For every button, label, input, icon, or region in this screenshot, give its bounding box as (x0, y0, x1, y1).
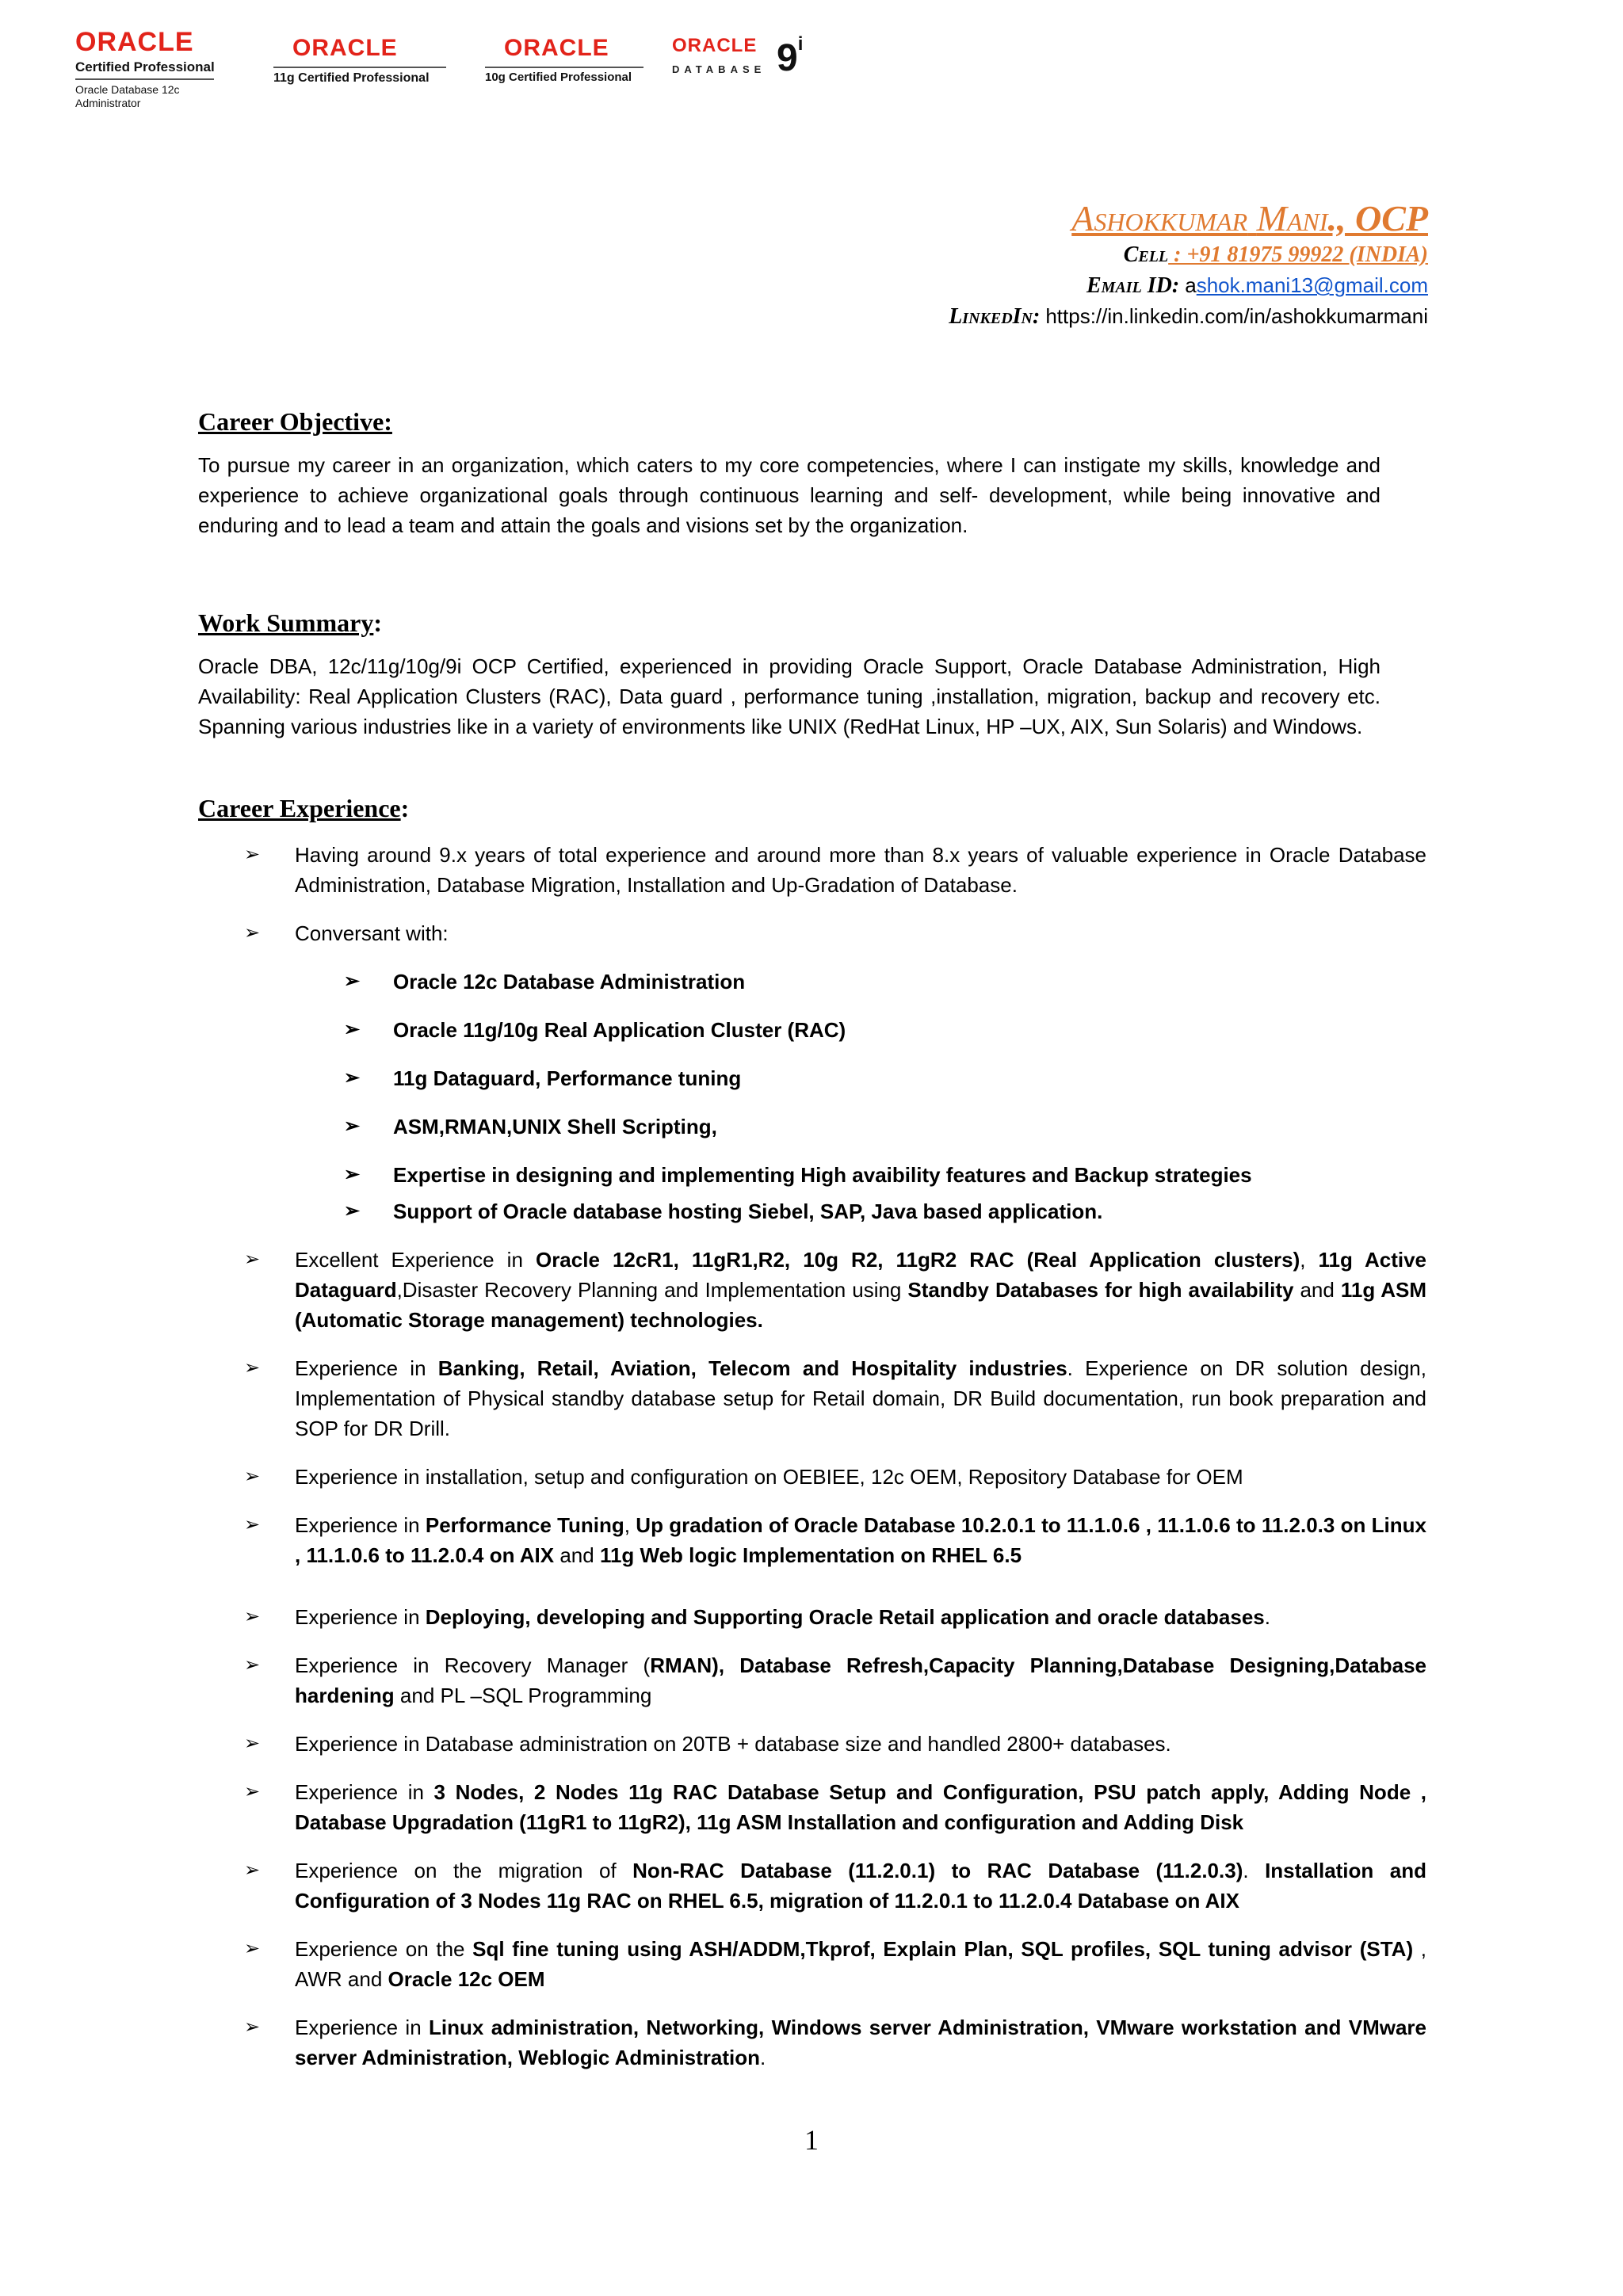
item-text-bold: Up gradation of Oracle Database 10.2.0.1 to 11.1.0.6 , 11.1.0.6 to 11.2.0.3 on Linux , 11.1.0.6 to 11.2.0.4 on AIX (295, 1513, 1426, 1567)
item-text: Experience in (295, 1780, 434, 1804)
item-text: Experience in installation, setup and configuration on OEBIEE, 12c OEM, Repository Database for OEM (295, 1465, 1243, 1489)
logo-brand: ORACLE (75, 27, 194, 57)
item-text: Having around 9.x years of total experience and around more than 8.x years of valuable experience in Oracle Database Administration, Database Migration, Installation and Up-Gradation of Database. (295, 843, 1426, 897)
linkedin-url[interactable]: https://in.linkedin.com/in/ashokkumarmani (1045, 304, 1428, 329)
arrow-bullet-icon: ➢ (244, 1514, 261, 1535)
career-objective-title: Career Objective: (198, 407, 392, 436)
list-item (198, 1729, 1426, 1759)
logo-line: Certified Professional (75, 59, 215, 74)
item-text: ,Disaster Recovery Planning and Implementation using (396, 1278, 908, 1302)
logo-brand: ORACLE (504, 35, 609, 61)
item-text: Oracle 11g/10g Real Application Cluster (RAC) (393, 1018, 846, 1042)
item-text: Experience on the (295, 1937, 473, 1961)
item-text: Support of Oracle database hosting Siebel, SAP, Java based application. (393, 1199, 1103, 1223)
cell-label: Cell (1123, 242, 1169, 268)
item-text-bold: 11g Active Dataguard (295, 1248, 1427, 1302)
item-text-bold: 11g ASM (Automatic Storage management) technologies. (295, 1278, 1426, 1332)
item-text: Experience on the migration of (295, 1859, 633, 1882)
list-item (198, 2012, 1426, 2073)
list-item (198, 918, 1426, 948)
arrow-bullet-icon: ➢ (244, 1938, 261, 1959)
name-underline-lead (976, 196, 1071, 240)
item-text: . (1243, 1859, 1266, 1882)
item-text-bold: Oracle 12c OEM (388, 1967, 545, 1991)
arrow-bullet-icon: ➢ (244, 1654, 261, 1676)
certification-logos (71, 29, 864, 132)
career-experience-heading (198, 792, 1381, 824)
list-item (198, 1650, 1426, 1711)
section-heading (198, 406, 1381, 437)
item-text: and (554, 1543, 600, 1567)
sub-list-item (198, 1112, 1426, 1142)
item-text: Experience in Recovery Manager ( (295, 1653, 651, 1677)
item-text: and PL –SQL Programming (394, 1684, 652, 1707)
sub-list-item (198, 1063, 1426, 1093)
oracle-12c-ocp-logo (75, 29, 215, 111)
sub-list-item (198, 1196, 1426, 1226)
item-text: ASM,RMAN,UNIX Shell Scripting, (393, 1115, 717, 1138)
arrow-bullet-icon: ➢ (344, 1067, 361, 1089)
item-text-bold: 11g Web logic Implementation on RHEL 6.5 (599, 1543, 1022, 1567)
arrow-bullet-icon: ➢ (344, 971, 361, 992)
list-item (198, 840, 1426, 900)
cell-value: : +91 81975 99922 (INDIA) (1168, 242, 1428, 268)
email-label: Email ID: (1086, 273, 1180, 299)
career-objective-text: To pursue my career in an organization, which caters to my core competencies, where I can instigate my skills, knowledge and experience to achieve organizational goals through continuous learning and self- development, while being innovative and enduring and to lead a team and attain the goals and visions set by the organization. (198, 453, 1381, 537)
logo-line: 10g Certified Professional (485, 71, 632, 84)
logo-brand: ORACLE (292, 35, 398, 61)
logo-line: Administrator (75, 97, 141, 110)
cell-line (949, 240, 1428, 270)
arrow-bullet-icon: ➢ (244, 844, 261, 865)
heading-colon: : (373, 608, 382, 637)
arrow-bullet-icon: ➢ (244, 1781, 261, 1802)
item-text: 11g Dataguard, Performance tuning (393, 1066, 742, 1090)
item-text: . (760, 2046, 766, 2069)
item-text: . (1264, 1605, 1270, 1629)
section-heading (198, 792, 1381, 824)
item-text: Expertise in designing and implementing High avaibility features and Backup strategies (393, 1163, 1252, 1187)
career-objective-section (198, 406, 1381, 540)
arrow-bullet-icon: ➢ (344, 1019, 361, 1040)
list-item (198, 1855, 1426, 1916)
list-item (198, 1510, 1426, 1570)
list-item (198, 1353, 1426, 1444)
item-text: Oracle 12c Database Administration (393, 970, 746, 994)
list-item (198, 1934, 1426, 1994)
arrow-bullet-icon: ➢ (244, 2016, 261, 2038)
career-experience-list (198, 840, 1426, 2091)
item-text: , AWR and (295, 1937, 1427, 1991)
item-text-bold: RMAN), Database Refresh,Capacity Planning,Database Designing,Database hardening (295, 1653, 1426, 1707)
item-text-bold: Non-RAC Database (11.2.0.1) to RAC Database (11.2.0.3) (632, 1859, 1243, 1882)
oracle-11g-ocp-logo (273, 36, 446, 86)
item-text: . Experience on DR solution design, Implementation of Physical standby database setup for Retail domain, DR Build documentation, run book preparation and SOP for DR Drill. (295, 1356, 1426, 1440)
name-first: Ashokkumar (1071, 198, 1248, 238)
arrow-bullet-icon: ➢ (244, 1466, 261, 1487)
arrow-bullet-icon: ➢ (244, 1733, 261, 1754)
item-text-bold: Linux administration, Networking, Windows server Administration, VMware workstation and VMware server Administration, Weblogic Administration (295, 2016, 1426, 2069)
contact-header (949, 196, 1428, 332)
linkedin-label: LinkedIn: (949, 304, 1041, 330)
arrow-bullet-icon: ➢ (244, 1357, 261, 1379)
email-prefix: a (1185, 273, 1197, 298)
name-last: Mani (1256, 198, 1328, 238)
arrow-bullet-icon: ➢ (244, 1859, 261, 1881)
work-summary-text: Oracle DBA, 12c/11g/10g/9i OCP Certified, experienced in providing Oracle Support, Oracle Database Administration, High Availability: Real Application Clusters (RAC), Data guard , performance tuning ,installation, migration, backup and recovery etc. Spanning various industries like in a variety of environments like UNIX (RedHat Linux, HP –UX, AIX, Sun Solaris) and Windows. (198, 654, 1381, 738)
item-text: Experience in Database administration on 20TB + database size and handled 2800+ databases. (295, 1732, 1171, 1756)
sub-list-item (198, 1015, 1426, 1045)
item-text: , (1300, 1248, 1319, 1272)
item-text-bold: Installation and Configuration of 3 Nodes 11g RAC on RHEL 6.5, migration of 11.2.0.1 to 11.2.0.4 Database on AIX (295, 1859, 1426, 1913)
item-text-bold: Standby Databases for high availability (907, 1278, 1294, 1302)
sub-list-item (198, 1160, 1426, 1190)
candidate-name (949, 196, 1428, 240)
logo-version-sup: i (797, 33, 804, 55)
arrow-bullet-icon: ➢ (244, 922, 261, 944)
logo-brand: ORACLE (672, 35, 758, 56)
page-number: 1 (804, 2124, 819, 2156)
heading-colon: : (400, 794, 410, 822)
item-text-bold: Deploying, developing and Supporting Oracle Retail application and oracle databases (425, 1605, 1265, 1629)
logo-version (777, 33, 804, 80)
oracle-10g-ocp-logo (485, 36, 643, 85)
item-text: Experience in (295, 1605, 426, 1629)
arrow-bullet-icon: ➢ (244, 1606, 261, 1627)
item-text-bold: Sql fine tuning using ASH/ADDM,Tkprof, Explain Plan, SQL profiles, SQL tuning advisor (STA) (472, 1937, 1414, 1961)
logo-divider (273, 67, 446, 68)
email-link[interactable]: shok.mani13@gmail.com (1196, 273, 1428, 298)
item-text: , (624, 1513, 636, 1537)
logo-line: 11g Certified Professional (273, 71, 430, 85)
list-item (198, 1602, 1426, 1632)
item-text-bold: Banking, Retail, Aviation, Telecom and Hospitality industries (437, 1356, 1067, 1380)
name-suffix: ., OCP (1327, 198, 1428, 238)
logo-line: Oracle Database 12c (75, 82, 180, 96)
logo-divider (75, 78, 214, 80)
logo-line: DATABASE (672, 63, 766, 75)
arrow-bullet-icon: ➢ (244, 1249, 261, 1270)
logo-version-number: 9 (777, 37, 798, 79)
item-text: Experience in (295, 1513, 426, 1537)
sub-list-item (198, 967, 1426, 997)
section-heading (198, 607, 1381, 639)
item-text: Experience in (295, 1356, 438, 1380)
oracle-9i-database-logo (672, 33, 831, 79)
arrow-bullet-icon: ➢ (344, 1116, 361, 1137)
email-line (949, 270, 1428, 301)
list-item (198, 1777, 1426, 1837)
item-text-bold: Oracle 12cR1, 11gR1,R2, 10g R2, 11gR2 RAC (Real Application clusters) (535, 1248, 1300, 1272)
list-item (198, 1245, 1426, 1335)
item-text: Conversant with: (295, 921, 449, 945)
item-text-bold: Performance Tuning (425, 1513, 624, 1537)
list-item (198, 1462, 1426, 1492)
arrow-bullet-icon: ➢ (344, 1200, 361, 1222)
linkedin-line (949, 301, 1428, 332)
item-text: Excellent Experience in (295, 1248, 536, 1272)
logo-divider (485, 67, 643, 68)
item-text-bold: 3 Nodes, 2 Nodes 11g RAC Database Setup and Configuration, PSU patch apply, Adding Node , Database Upgradation (11gR1 to 11gR2), 11g ASM Installation and configuration and Adding Disk (295, 1780, 1426, 1834)
item-text: Experience in (295, 2016, 430, 2039)
work-summary-section (198, 607, 1381, 742)
career-experience-title: Career Experience (198, 794, 401, 822)
work-summary-title: Work Summary (198, 608, 374, 637)
item-text: and (1293, 1278, 1341, 1302)
arrow-bullet-icon: ➢ (344, 1164, 361, 1185)
